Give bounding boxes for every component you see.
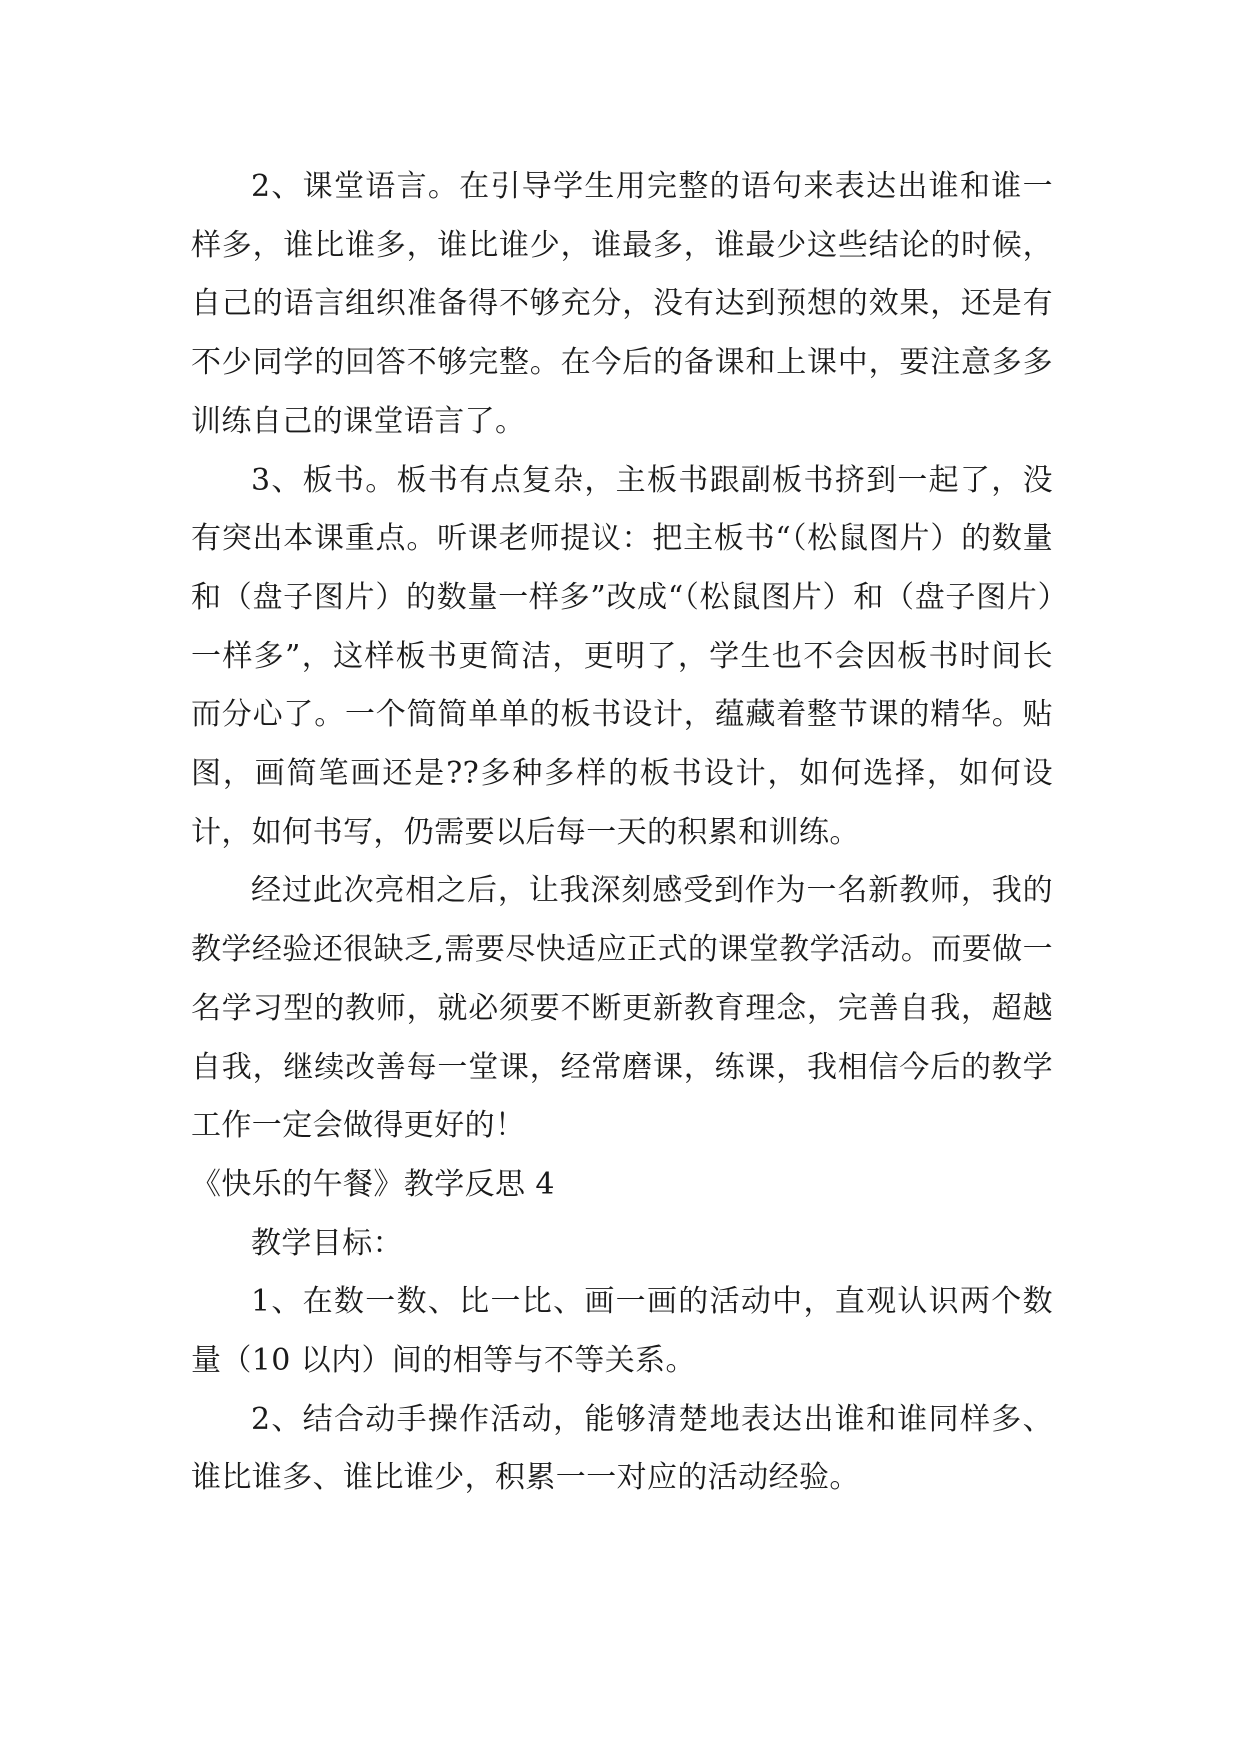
- paragraph-blackboard-writing: 3、板书。板书有点复杂，主板书跟副板书挤到一起了，没有突出本课重点。听课老师提议：把主板书“（松鼠图片）的数量和（盘子图片）的数量一样多”改成“（松鼠图片）和（盘子图片）一样多”，这样板书更简洁，更明了，学生也不会因板书时间长而分心了。一个简简单单的板书设计，蕴藏着整节课的精华。贴图，画简笔画还是??多种多样的板书设计，如何选择，如何设计，如何书写，仍需要以后每一天的积累和训练。: [191, 462, 1053, 850]
- paragraph-goal-2: 2、结合动手操作活动，能够清楚地表达出谁和谁同样多、谁比谁多、谁比谁少，积累一一对应的活动经验。: [191, 1401, 1053, 1496]
- paragraph-goal-1: 1、在数一数、比一比、画一画的活动中，直观认识两个数量（10 以内）间的相等与不等关系。: [191, 1284, 1053, 1379]
- paragraph-reflection-summary: 经过此次亮相之后，让我深刻感受到作为一名新教师，我的教学经验还很缺乏,需要尽快适应正式的课堂教学活动。而要做一名学习型的教师，就必须要不断更新教育理念，完善自我，超越自我，继续改善每一堂课，经常磨课，练课，我相信今后的教学工作一定会做得更好的！: [191, 873, 1053, 1144]
- paragraph-classroom-language: 2、课堂语言。在引导学生用完整的语句来表达出谁和谁一样多，谁比谁多，谁比谁少，谁最多，谁最少这些结论的时候，自己的语言组织准备得不够充分，没有达到预想的效果，还是有不少同学的回答不够完整。在今后的备课和上课中，要注意多多训练自己的课堂语言了。: [191, 169, 1053, 439]
- document-body: [191, 158, 1053, 1508]
- section-heading: 《快乐的午餐》教学反思 4: [191, 1166, 555, 1202]
- paragraph-teaching-goals-label: 教学目标：: [251, 1225, 403, 1261]
